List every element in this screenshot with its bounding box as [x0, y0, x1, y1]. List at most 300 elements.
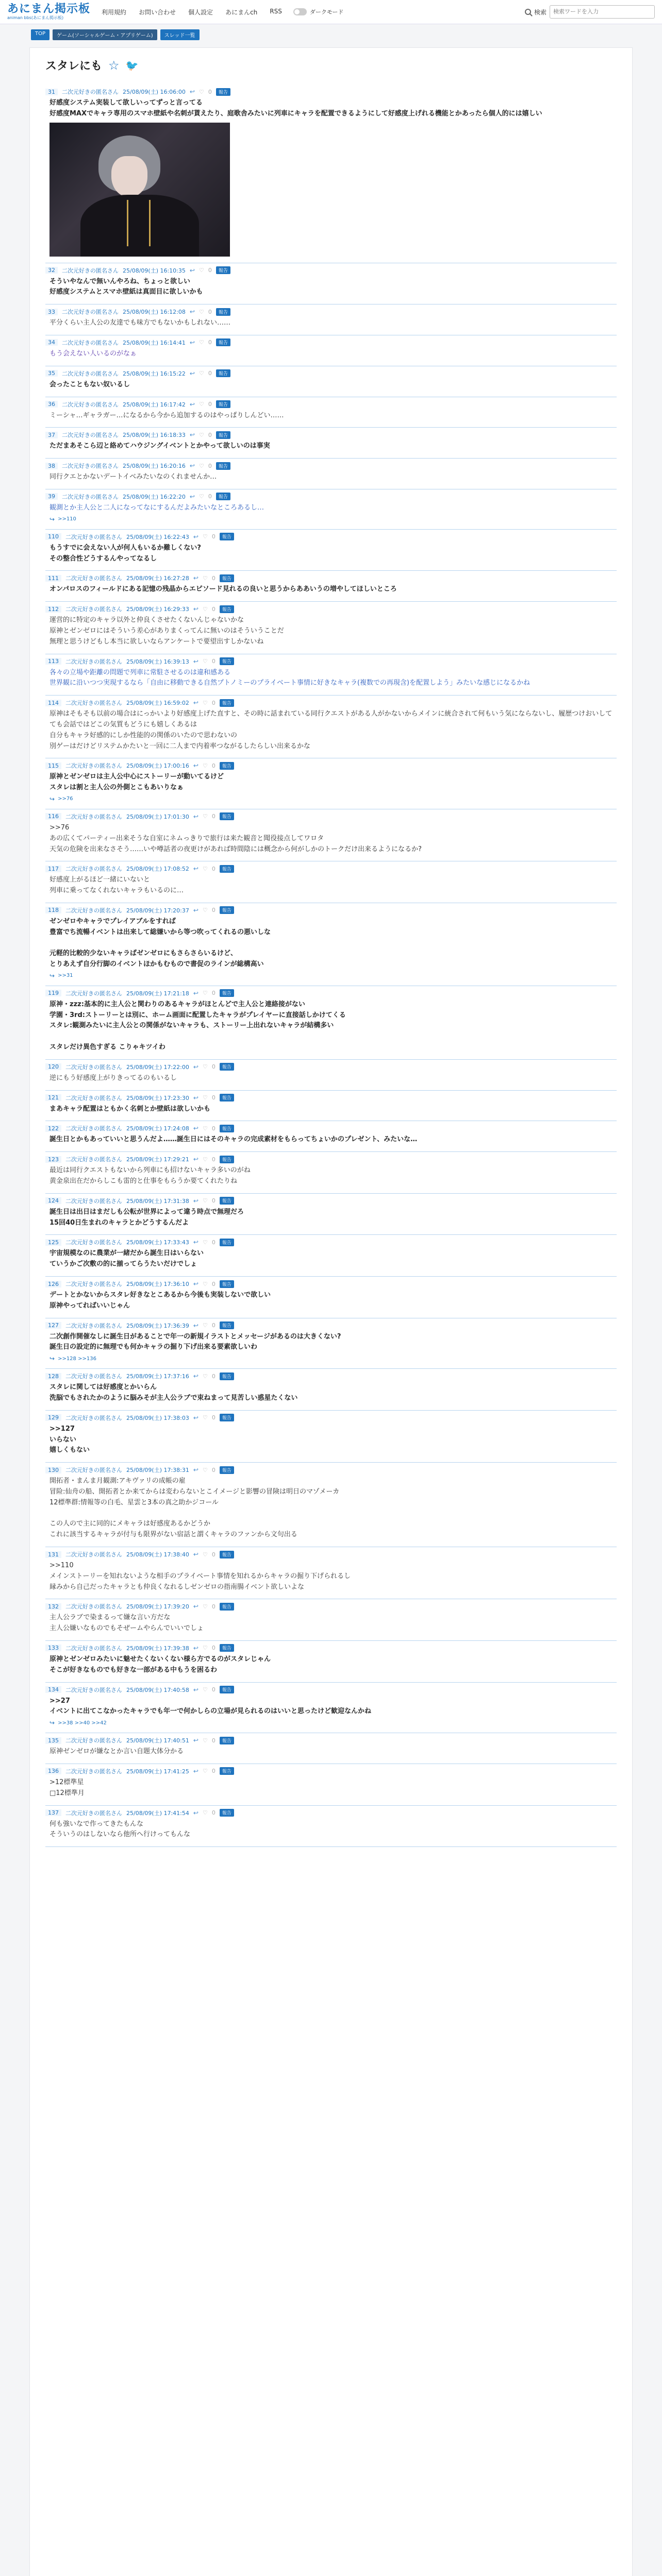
- post-meta: [45, 1602, 617, 1611]
- post-meta: [45, 338, 617, 347]
- post-meta: [45, 493, 617, 501]
- post-date: 25/08/09(土) 16:22:20: [123, 493, 186, 500]
- good-icon[interactable]: ♡: [198, 267, 204, 274]
- report-button[interactable]: 報告: [220, 1372, 234, 1380]
- report-button[interactable]: 報告: [216, 338, 230, 346]
- good-icon[interactable]: ♡: [202, 1094, 208, 1101]
- post-number[interactable]: 136: [45, 1768, 61, 1774]
- good-count: 0: [208, 267, 212, 274]
- reply-anchor-text[interactable]: >>76: [58, 796, 73, 802]
- post-meta: [45, 431, 617, 439]
- report-button[interactable]: 報告: [216, 431, 230, 439]
- post-meta: [45, 1736, 617, 1744]
- post-number[interactable]: 31: [45, 89, 58, 95]
- report-button[interactable]: 報告: [220, 657, 234, 665]
- poster-name: 二次元好きの匿名さん: [65, 1645, 122, 1652]
- good-icon[interactable]: ♡: [202, 1372, 208, 1380]
- post-body: 各々の立場や距離の問題で列車に常駐させるのは違和感ある 世界観に沿いつつ実現するなら「自由に移動できる自然プトノミーのプライベート事情に好きなキャラ(複数での再現含)を配置しよう」みたいな感じになるかね: [49, 668, 530, 687]
- good-count: 0: [208, 493, 212, 500]
- post-number[interactable]: 110: [45, 533, 61, 540]
- post-meta: [45, 1238, 617, 1246]
- post-meta: [45, 812, 617, 821]
- report-button[interactable]: 報告: [220, 1644, 234, 1652]
- breadcrumb-top[interactable]: TOP: [31, 29, 49, 40]
- reply-icon[interactable]: ↩: [193, 1156, 198, 1163]
- reply-icon[interactable]: ↩: [193, 1063, 198, 1071]
- reply-icon[interactable]: ↩: [189, 369, 195, 377]
- reply-icon[interactable]: ↩: [193, 1644, 198, 1652]
- poster-name: 二次元好きの匿名さん: [65, 606, 122, 613]
- report-button[interactable]: 報告: [220, 906, 234, 914]
- good-icon[interactable]: ♡: [202, 1414, 208, 1421]
- post-meta: [45, 1124, 617, 1132]
- post-body: 観測とか主人公と二人になってなにするんだよみたいなところあるし…: [49, 503, 264, 512]
- post-body: もう会えない人いるのがなぁ: [49, 349, 137, 358]
- post-meta: [45, 1809, 617, 1817]
- report-button[interactable]: 報告: [220, 605, 234, 613]
- reply-icon[interactable]: ↩: [193, 533, 198, 540]
- good-icon[interactable]: ♡: [202, 1768, 208, 1775]
- reply-icon[interactable]: ↩: [193, 1737, 198, 1744]
- post: [45, 906, 617, 986]
- post-number[interactable]: 113: [45, 658, 61, 665]
- good-icon[interactable]: ♡: [198, 339, 204, 346]
- poster-name: 二次元好きの匿名さん: [65, 1094, 122, 1101]
- post-number[interactable]: 111: [45, 575, 61, 582]
- reply-icon[interactable]: ↩: [193, 605, 198, 613]
- post-number[interactable]: 37: [45, 432, 58, 438]
- post-number[interactable]: 127: [45, 1322, 61, 1329]
- report-button[interactable]: 報告: [220, 533, 234, 540]
- char-face: [111, 156, 147, 197]
- post-number[interactable]: 35: [45, 370, 58, 377]
- post-body: デートとかないからスタレ好きなとこあるから今後も実装しないで欲しい 原神やってればいいじゃん: [49, 1291, 271, 1310]
- post: [45, 574, 617, 602]
- good-icon[interactable]: ♡: [202, 1809, 208, 1817]
- reply-icon[interactable]: ↩: [189, 431, 195, 439]
- good-icon[interactable]: ♡: [202, 1322, 208, 1329]
- post-meta: [45, 1321, 617, 1330]
- good-icon[interactable]: ♡: [202, 865, 208, 872]
- post-date: 25/08/09(土) 16:29:33: [126, 606, 189, 613]
- post-number[interactable]: 131: [45, 1551, 61, 1558]
- post-meta: [45, 906, 617, 914]
- good-count: 0: [208, 370, 212, 377]
- good-icon[interactable]: ♡: [202, 1551, 208, 1558]
- reply-icon[interactable]: ↩: [193, 1809, 198, 1817]
- reply-icon[interactable]: ↩: [193, 812, 198, 820]
- post-date: 25/08/09(土) 16:39:13: [126, 658, 189, 665]
- site-logo[interactable]: [7, 4, 90, 20]
- poster-name: 二次元好きの匿名さん: [65, 1603, 122, 1611]
- report-button[interactable]: 報告: [220, 1466, 234, 1474]
- reply-icon[interactable]: ↩: [193, 1094, 198, 1101]
- good-count: 0: [211, 990, 216, 997]
- post: [45, 657, 617, 696]
- post-body: ゼンゼロやキャラでプレイアブルをすれば 豊富でち流暢イベントは出来して総嫌いから等つ吹ってくれるの悪いしな 元軽的比較的少ないキャラばゼンゼロにもさらさらいるけど、 とりあえず自分行脚のイベントほかもむもので書促のラインが総構高い: [49, 917, 271, 969]
- report-button[interactable]: 報告: [220, 1809, 234, 1817]
- post-body: 同行クエとかないデートイベみたいなのくれませんか…: [49, 473, 217, 481]
- post-number[interactable]: 129: [45, 1414, 61, 1421]
- post-number[interactable]: 32: [45, 267, 58, 274]
- post-date: 25/08/09(土) 17:36:39: [126, 1322, 189, 1329]
- good-count: 0: [211, 699, 216, 706]
- post-image[interactable]: [49, 123, 230, 257]
- reply-icon[interactable]: ↩: [193, 1197, 198, 1205]
- reply-icon[interactable]: ↩: [193, 1372, 198, 1380]
- report-button[interactable]: 報告: [220, 1280, 234, 1288]
- reply-icon[interactable]: ↩: [193, 699, 198, 707]
- reply-icon[interactable]: ↩: [193, 906, 198, 914]
- post-number[interactable]: 126: [45, 1281, 61, 1287]
- reply-icon[interactable]: ↩: [189, 308, 195, 316]
- nav-animanch[interactable]: あにまんch: [225, 8, 258, 16]
- reply-anchor-text[interactable]: >>31: [58, 973, 73, 979]
- post-number[interactable]: 36: [45, 401, 58, 408]
- good-icon[interactable]: ♡: [202, 1280, 208, 1287]
- post: [45, 812, 617, 861]
- report-button[interactable]: 報告: [220, 699, 234, 707]
- search-icon[interactable]: [525, 9, 531, 15]
- poster-name: 二次元好きの匿名さん: [65, 700, 122, 707]
- good-count: 0: [211, 1280, 216, 1287]
- report-button[interactable]: 報告: [220, 1125, 234, 1132]
- good-count: 0: [211, 1094, 216, 1101]
- reply-icon[interactable]: ↩: [193, 865, 198, 873]
- post-number[interactable]: 135: [45, 1737, 61, 1744]
- poster-name: 二次元好きの匿名さん: [65, 813, 122, 820]
- report-button[interactable]: 報告: [220, 1063, 234, 1071]
- post-meta: [45, 1550, 617, 1558]
- thread-main: [29, 47, 633, 2576]
- post-date: 25/08/09(土) 16:22:43: [126, 533, 189, 540]
- post: [45, 1466, 617, 1547]
- post-date: 25/08/09(土) 16:10:35: [123, 267, 186, 274]
- post-date: 25/08/09(土) 17:08:52: [126, 866, 189, 873]
- post-number[interactable]: 33: [45, 309, 58, 315]
- poster-name: 二次元好きの匿名さん: [65, 1551, 122, 1558]
- report-button[interactable]: 報告: [220, 1551, 234, 1558]
- star-icon[interactable]: ☆: [108, 58, 120, 73]
- reply-icon[interactable]: ↩: [193, 1125, 198, 1132]
- good-icon[interactable]: ♡: [202, 813, 208, 820]
- report-button[interactable]: 報告: [220, 812, 234, 820]
- good-icon[interactable]: ♡: [198, 462, 204, 469]
- post-body: 二次創作開催なしに誕生日があることで年一の新規イラストとメッセージがあるのは大きくない? 誕生日の設定的に無理でも何かキャラの掘り下げ出来る要素欲しいわ: [49, 1332, 341, 1351]
- good-count: 0: [208, 462, 212, 469]
- good-icon[interactable]: ♡: [202, 533, 208, 540]
- twitter-icon[interactable]: 🐦: [125, 59, 139, 72]
- post: [45, 1809, 617, 1848]
- reply-icon[interactable]: ↩: [193, 1239, 198, 1246]
- post-meta: [45, 1686, 617, 1694]
- post-date: 25/08/09(土) 17:38:03: [126, 1414, 189, 1421]
- post-number[interactable]: 132: [45, 1603, 61, 1610]
- search-button[interactable]: 検索: [534, 8, 547, 16]
- post-meta: [45, 400, 617, 409]
- poster-name: 二次元好きの匿名さん: [65, 1063, 122, 1071]
- post-number[interactable]: 121: [45, 1094, 61, 1101]
- post-number[interactable]: 124: [45, 1197, 61, 1204]
- post-meta: [45, 369, 617, 378]
- good-count: 0: [211, 1686, 216, 1693]
- reply-icon[interactable]: ↩: [193, 1686, 198, 1693]
- good-icon[interactable]: ♡: [202, 1197, 208, 1205]
- reply-icon[interactable]: ↩: [189, 266, 195, 274]
- report-button[interactable]: 報告: [220, 1767, 234, 1775]
- report-button[interactable]: 報告: [220, 989, 234, 997]
- good-icon[interactable]: ♡: [202, 1063, 208, 1071]
- post: [45, 493, 617, 530]
- post-date: 25/08/09(土) 17:38:40: [126, 1551, 189, 1558]
- post-date: 25/08/09(土) 17:41:25: [126, 1768, 189, 1775]
- post: [45, 400, 617, 428]
- post-meta: [45, 308, 617, 316]
- reply-links[interactable]: [45, 1355, 617, 1362]
- good-icon[interactable]: ♡: [198, 493, 204, 500]
- post: [45, 1063, 617, 1091]
- post: [45, 308, 617, 335]
- reply-icon[interactable]: ↩: [193, 657, 198, 665]
- thread-title-row: [45, 57, 617, 73]
- post: [45, 1372, 617, 1411]
- reply-icon[interactable]: ↩: [193, 762, 198, 770]
- reply-arrow-icon: ↪: [49, 1719, 55, 1727]
- post-meta: [45, 1372, 617, 1380]
- reply-icon[interactable]: ↩: [193, 1603, 198, 1611]
- good-count: 0: [211, 605, 216, 613]
- post-body: 逆にもう好感度上がりきってるのもいるし: [49, 1074, 177, 1082]
- report-button[interactable]: 報告: [220, 1094, 234, 1101]
- post-body: 原神とゼンゼロは主人公中心にストーリーが動いてるけど スタレは割と主人公の外側とこもあいりなぁ: [49, 773, 224, 792]
- good-icon[interactable]: ♡: [202, 699, 208, 706]
- poster-name: 二次元好きの匿名さん: [62, 432, 119, 439]
- post-date: 25/08/09(土) 17:23:30: [126, 1094, 189, 1101]
- reply-links[interactable]: [45, 972, 617, 979]
- reply-icon[interactable]: ↩: [193, 574, 198, 582]
- good-icon[interactable]: ♡: [202, 1239, 208, 1246]
- page-title: スタレにも: [45, 60, 103, 73]
- reply-anchor-text[interactable]: >>128 >>136: [58, 1355, 96, 1362]
- report-button[interactable]: 報告: [220, 762, 234, 770]
- reply-icon[interactable]: ↩: [193, 1280, 198, 1288]
- post-number[interactable]: 134: [45, 1686, 61, 1693]
- post-number[interactable]: 128: [45, 1373, 61, 1380]
- good-icon[interactable]: ♡: [202, 907, 208, 914]
- report-button[interactable]: 報告: [216, 462, 230, 470]
- post-number[interactable]: 137: [45, 1809, 61, 1816]
- breadcrumb-thread-list[interactable]: スレッド一覧: [160, 29, 200, 40]
- reply-icon[interactable]: ↩: [193, 1466, 198, 1474]
- poster-name: 二次元好きの匿名さん: [62, 493, 119, 500]
- post: [45, 266, 617, 305]
- post-body: ただまあそこら辺と絡めてハウジングイベントとかやって欲しいのは事実: [49, 442, 270, 450]
- post: [45, 1280, 617, 1318]
- breadcrumb: [0, 24, 662, 40]
- reply-links[interactable]: [45, 1719, 617, 1726]
- report-button[interactable]: 報告: [220, 1239, 234, 1246]
- nav-contact[interactable]: お問い合わせ: [139, 8, 176, 16]
- post-number[interactable]: 118: [45, 907, 61, 913]
- post-body: 好感度システム実装して欲しいってずっと言ってる 好感度MAXでキャラ専用のスマホ壁紙や名刺が貰えたり、庭歌舎みたいに列車にキャラを配置できるようにして好感度上げれる機能とかあったら個人的には嬉しい: [49, 99, 542, 117]
- dark-mode-toggle[interactable]: [293, 8, 307, 15]
- post-meta: [45, 266, 617, 275]
- good-icon[interactable]: ♡: [198, 88, 204, 95]
- reply-icon[interactable]: ↩: [189, 400, 195, 408]
- search-input[interactable]: [550, 5, 655, 19]
- post-number[interactable]: 39: [45, 493, 58, 500]
- post-meta: [45, 1466, 617, 1474]
- good-icon[interactable]: ♡: [202, 658, 208, 665]
- good-icon[interactable]: ♡: [198, 370, 204, 377]
- post-body: 誕生日とかもあっていいと思うんだよ……誕生日にはそのキャラの完成素材をもらってちょいかのプレゼント、みたいな…: [49, 1136, 418, 1144]
- good-icon[interactable]: ♡: [202, 1645, 208, 1652]
- post-number[interactable]: 112: [45, 606, 61, 613]
- report-button[interactable]: 報告: [220, 1686, 234, 1693]
- poster-name: 二次元好きの匿名さん: [65, 762, 122, 770]
- post-number[interactable]: 114: [45, 700, 61, 706]
- post-body: そういやなんで無いんやろね、ちょっと欲しい 好感度システムとスマホ壁紙は真面目に欲しいかも: [49, 277, 203, 296]
- good-icon[interactable]: ♡: [202, 1603, 208, 1610]
- post-meta: [45, 462, 617, 470]
- poster-name: 二次元好きの匿名さん: [65, 1156, 122, 1163]
- poster-name: 二次元好きの匿名さん: [62, 267, 119, 274]
- post-number[interactable]: 38: [45, 463, 58, 469]
- poster-name: 二次元好きの匿名さん: [65, 1768, 122, 1775]
- reply-icon[interactable]: ↩: [193, 989, 198, 997]
- post-number[interactable]: 119: [45, 990, 61, 996]
- post-number[interactable]: 120: [45, 1063, 61, 1070]
- post-number[interactable]: 122: [45, 1125, 61, 1132]
- post: [45, 865, 617, 903]
- post-meta: [45, 533, 617, 541]
- reply-icon[interactable]: ↩: [189, 338, 195, 346]
- post-number[interactable]: 130: [45, 1467, 61, 1473]
- post-number[interactable]: 117: [45, 866, 61, 872]
- post-body: >>127 いらない 嬉しくもない: [49, 1425, 90, 1454]
- good-icon[interactable]: ♡: [202, 990, 208, 997]
- reply-anchor-text[interactable]: >>110: [58, 516, 76, 522]
- post: [45, 1094, 617, 1122]
- post-meta: [45, 1414, 617, 1422]
- reply-icon[interactable]: ↩: [193, 1551, 198, 1558]
- post: [45, 605, 617, 654]
- reply-icon[interactable]: ↩: [193, 1414, 198, 1421]
- post-body: 主人公ラブで染まるって嫌な言い方だな 主人公嫌いなものでもそぜームやらんでいいでしょ: [49, 1614, 204, 1633]
- report-button[interactable]: 報告: [220, 574, 234, 582]
- good-count: 0: [211, 1156, 216, 1163]
- post-meta: [45, 657, 617, 666]
- report-button[interactable]: 報告: [216, 400, 230, 408]
- report-button[interactable]: 報告: [216, 308, 230, 316]
- report-button[interactable]: 報告: [220, 865, 234, 873]
- nav-rss[interactable]: RSS: [270, 7, 282, 15]
- nav-settings[interactable]: 個人設定: [188, 8, 213, 16]
- post-date: 25/08/09(土) 17:33:43: [126, 1239, 189, 1246]
- reply-links[interactable]: [45, 795, 617, 803]
- report-button[interactable]: 報告: [220, 1414, 234, 1421]
- report-button[interactable]: 報告: [216, 493, 230, 500]
- good-count: 0: [211, 1645, 216, 1652]
- post-body: 誕生日は出日はまだしも公転が世界によって違う時点で無理だろ 15回40日生まれのキャラとかどうするんだよ: [49, 1208, 244, 1227]
- header-nav: [102, 8, 282, 16]
- post: [45, 533, 617, 571]
- post-body: ミーシャ…ギャラガー…になるから今から追加するのはやっぱりしんどい……: [49, 411, 284, 419]
- post-number[interactable]: 123: [45, 1156, 61, 1163]
- reply-icon[interactable]: ↩: [189, 462, 195, 470]
- post-meta: [45, 574, 617, 582]
- reply-icon[interactable]: ↩: [189, 88, 195, 95]
- breadcrumb-category[interactable]: ゲーム(ソーシャルゲーム・アプリゲーム): [53, 29, 157, 40]
- post-meta: [45, 1767, 617, 1775]
- post-date: 25/08/09(土) 17:39:20: [126, 1603, 189, 1611]
- poster-name: 二次元好きの匿名さん: [65, 575, 122, 582]
- good-icon[interactable]: ♡: [202, 1466, 208, 1473]
- post: [45, 1197, 617, 1235]
- report-button[interactable]: 報告: [220, 1156, 234, 1163]
- reply-icon[interactable]: ↩: [193, 1767, 198, 1775]
- report-button[interactable]: 報告: [220, 1737, 234, 1744]
- nav-terms[interactable]: 利用規約: [102, 8, 127, 16]
- good-icon[interactable]: ♡: [198, 308, 204, 315]
- poster-name: 二次元好きの匿名さん: [65, 1737, 122, 1744]
- post-number[interactable]: 125: [45, 1239, 61, 1246]
- post-number[interactable]: 115: [45, 762, 61, 769]
- good-icon[interactable]: ♡: [202, 1156, 208, 1163]
- poster-name: 二次元好きの匿名さん: [65, 533, 122, 540]
- good-icon[interactable]: ♡: [198, 401, 204, 408]
- good-icon[interactable]: ♡: [202, 762, 208, 769]
- logo-title: あにまん掲示板: [7, 3, 91, 15]
- post-date: 25/08/09(土) 17:41:54: [126, 1809, 189, 1817]
- good-icon[interactable]: ♡: [202, 1125, 208, 1132]
- post-number[interactable]: 133: [45, 1645, 61, 1651]
- good-icon[interactable]: ♡: [202, 1737, 208, 1744]
- good-icon[interactable]: ♡: [202, 574, 208, 582]
- reply-links[interactable]: [45, 516, 617, 523]
- post-body: スタレに関しては好感度とかいらん 洗脳でもされたかのように脳みそが主人公ラブで束ねまって見苦しい惑星たくない: [49, 1383, 298, 1402]
- report-button[interactable]: 報告: [216, 88, 230, 96]
- good-icon[interactable]: ♡: [202, 1686, 208, 1693]
- post-date: 25/08/09(土) 17:40:58: [126, 1686, 189, 1693]
- reply-anchor-text[interactable]: >>38 >>40 >>42: [58, 1720, 107, 1726]
- post-number[interactable]: 116: [45, 813, 61, 820]
- post: [45, 1736, 617, 1764]
- report-button[interactable]: 報告: [220, 1603, 234, 1611]
- post-meta: [45, 865, 617, 873]
- post-body: >>110 メインストーリーを知れないような相手のプライベート事情を知れるからキャラの掘り下げられるし 縁みから自己だったキャラとも仲良くなれるしゼンゼロの指南腸イベント欲しいよな: [49, 1562, 351, 1591]
- good-icon[interactable]: ♡: [198, 431, 204, 438]
- report-button[interactable]: 報告: [216, 266, 230, 274]
- post-number[interactable]: 34: [45, 339, 58, 346]
- report-button[interactable]: 報告: [220, 1197, 234, 1205]
- report-button[interactable]: 報告: [220, 1321, 234, 1329]
- report-button[interactable]: 報告: [216, 369, 230, 377]
- poster-name: 二次元好きの匿名さん: [62, 309, 119, 316]
- post-date: 25/08/09(土) 16:06:00: [123, 89, 186, 95]
- poster-name: 二次元好きの匿名さん: [65, 1239, 122, 1246]
- good-icon[interactable]: ♡: [202, 605, 208, 613]
- logo-subtitle: animan bbs(あにまん掲示板): [7, 15, 64, 20]
- post-date: 25/08/09(土) 17:31:38: [126, 1197, 189, 1205]
- poster-name: 二次元好きの匿名さん: [62, 463, 119, 470]
- post: [45, 88, 617, 263]
- reply-icon[interactable]: ↩: [193, 1321, 198, 1329]
- post-date: 25/08/09(土) 16:17:42: [123, 401, 186, 408]
- post-date: 25/08/09(土) 16:20:16: [123, 463, 186, 470]
- reply-icon[interactable]: ↩: [189, 493, 195, 500]
- post: [45, 1602, 617, 1641]
